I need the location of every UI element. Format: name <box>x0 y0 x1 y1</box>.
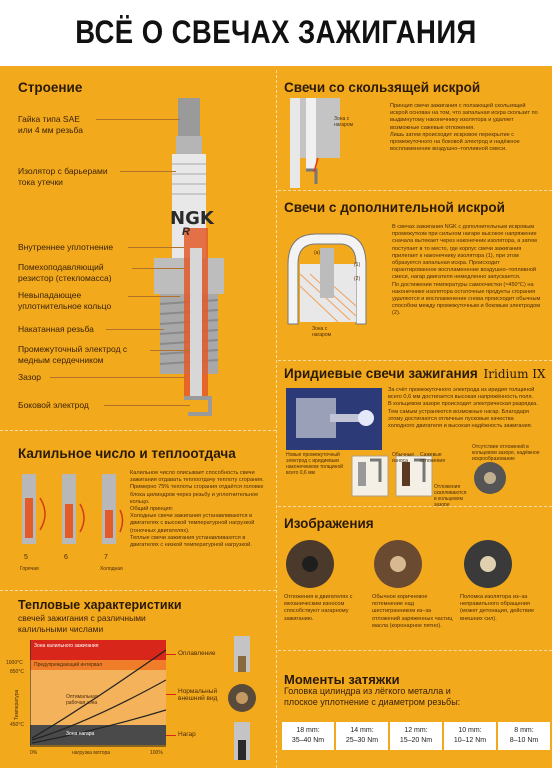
zone-carbon: Зона нагара <box>66 731 95 737</box>
sliding-title: Свечи со скользящей искрой <box>284 80 481 95</box>
side-label-melt: Оплавление <box>178 650 216 657</box>
torque-value: 15–20 Nm <box>399 737 433 744</box>
iridium-caption-mid1: Обычные износа <box>392 452 415 464</box>
y-tick-1000: 1000°C <box>6 660 23 666</box>
side-label-normal: Нормальный внешний вид <box>178 688 218 703</box>
leader-line <box>120 171 176 172</box>
iridium-title-text: Иридиевые свечи зажигания <box>284 366 478 381</box>
iridium-title-suffix: Iridium IX <box>483 367 546 381</box>
y-tick-450: 450°C <box>10 722 24 728</box>
torque-size: 14 mm: <box>350 727 374 734</box>
zone-glow: Зона калильного зажигания <box>34 643 99 649</box>
image-caption-1: Отложения в двигателях с механическим износом способствуют нагарному зажиганию. <box>284 594 353 622</box>
iridium-caption-right: Отсутствие отложений в кольцевом зазоре, надёжное искрообразование <box>472 444 540 462</box>
callout-1: (1) <box>354 262 361 268</box>
label-side-electrode: Боковой электрод <box>18 400 89 410</box>
heat-num-5: 5 <box>24 554 28 561</box>
x-axis-label: нагрузка мотора <box>72 750 111 756</box>
heat-num-6: 6 <box>64 554 68 561</box>
label-insulator: Изолятор с барьерами тока утечки <box>18 166 108 187</box>
image-caption-2: Обычное коричневое потемнение над шестигранником из–за отложений заряженных частиц масла (коронарное пятно). <box>372 594 453 629</box>
callout-2: (2) <box>354 276 361 282</box>
torque-size: 10 mm: <box>458 727 482 734</box>
heat-hot-label: Горячая <box>20 566 39 572</box>
heat-num-7: 7 <box>104 554 108 561</box>
leader-line <box>132 268 184 269</box>
extra-title: Свечи с дополнительной искрой <box>284 200 505 215</box>
heat-text: Калильное число описывает способность свечи зажигания отдавать теплоотдачу теплоту сгорания. Примерно 75% теплоты сгорания отдаётся головке блока цилиндров через резьбу и уплотнительное кольцо. Общий принцип: Холодные свечи зажигания устанавливаются в двигателях с высокой температурной нагрузкой (гоночных двигателях). Теплые свечи зажигания устанавливаются в двигателях с низкой температурной нагрузкой. <box>130 470 264 549</box>
label-thread: Накатанная резьба <box>18 324 94 334</box>
structure-title: Строение <box>18 80 83 95</box>
torque-size: 8 mm: <box>514 727 534 734</box>
spark-plug-tip-photos <box>222 636 262 762</box>
label-sae-nut: Гайка типа SAE или 4 мм резьба <box>18 114 83 135</box>
divider <box>276 70 277 768</box>
iridium-caption-left: Новые промежуточный электрод с иридиевым наконечником толщиной всего 0,6 мм <box>286 452 344 476</box>
torque-value: 8–10 Nm <box>509 737 539 744</box>
torque-value: 25–30 Nm <box>345 737 379 744</box>
thermal-chart <box>30 640 166 750</box>
divider <box>278 506 552 507</box>
heat-range-diagram <box>16 468 126 564</box>
leader-line <box>128 247 184 248</box>
iridium-title <box>284 366 546 381</box>
torque-cell-14 <box>336 722 388 750</box>
torque-cell-12 <box>390 722 442 750</box>
torque-value: 35–40 Nm <box>291 737 325 744</box>
iridium-plug-image <box>286 388 382 450</box>
sliding-callout: Зона с нагаром <box>334 116 354 128</box>
torque-cell-8 <box>498 722 550 750</box>
extra-zone: Зона с нагаром <box>312 326 332 338</box>
leader-line <box>166 654 176 655</box>
label-inner-seal: Внутреннее уплотнение <box>18 242 114 252</box>
torque-cell-10 <box>444 722 496 750</box>
divider <box>0 590 276 591</box>
leader-line <box>96 119 180 120</box>
label-resistor: Помехоподавляющий резистор (стекломасса) <box>18 262 112 283</box>
torque-value: 10–12 Nm <box>453 737 487 744</box>
heat-cold-label: Холодная <box>100 566 123 572</box>
label-center-electrode: Промежуточный электрод с медным сердечником <box>18 344 128 365</box>
leader-line <box>150 350 190 351</box>
leader-line <box>106 329 164 330</box>
x-tick-100: 100% <box>150 750 163 756</box>
torque-size: 12 mm: <box>404 727 428 734</box>
callout-a: (a) <box>314 250 321 256</box>
thermal-title: Тепловые характеристики <box>18 598 182 612</box>
leader-line <box>104 405 190 406</box>
y-tick-850: 850°C <box>10 669 24 675</box>
divider <box>278 650 552 651</box>
thermal-subtitle: свечей зажигания с различными калильными числами <box>18 613 146 634</box>
ngk-logo: NGK <box>170 208 214 229</box>
heat-title: Калильное число и теплоотдача <box>18 446 236 461</box>
page-title: ВСЁ О СВЕЧАХ ЗАЖИГАНИЯ <box>75 14 477 50</box>
images-title: Изображения <box>284 516 374 531</box>
extra-text: В свечах зажигания NGK с дополнительным искровым промежутком при сильном нагаре высокое напряжение сначала вытекает через наконечник изолятора, а затем поступает в то место, где корпус свечи зажигания прилегает к наконечнику изолятора (1), при этом образуется запальная искра. Происходит гарантированное воспламенение воздушно–топливной смеси, нагар двигателя немедленно запускается. По достижении температуры самоочистки (≈450°C) на наконечнике изолятора остаточные продукты сгорания удаляются и воспламенение снова происходит обычным способом между промежуточным и боковым электродом (2). <box>392 224 541 317</box>
divider <box>278 360 552 361</box>
zone-warning: Предупреждающий интервал <box>34 662 103 668</box>
leader-line <box>166 735 176 736</box>
leader-line <box>50 377 186 378</box>
side-label-carbon: Нагар <box>178 731 196 738</box>
iridium-caption-mid3: Отложения скапливаются в кольцевом зазоре <box>434 484 467 508</box>
spark-plug-cutaway <box>140 98 240 428</box>
torque-cell-18 <box>282 722 334 750</box>
plug-photos-row <box>284 538 546 592</box>
leader-line <box>166 694 176 695</box>
iridium-text: За счёт промежуточного электрода из иридия толщиной всего 0,6 мм достигается высокая напряжённость поля. В кольцевом зазоре происходит электрическая разрядка. Тем самым устраняются возможные нагар. Благодаря этому достигаются отличные пусковые качества холодного двигателя и высокая надёжность зажигания. <box>388 387 538 430</box>
label-ring: Невыпадающее уплотнительное кольцо <box>18 290 112 311</box>
x-tick-0: 0% <box>30 750 38 756</box>
torque-subtitle: Головка цилиндра из лёгкого металла и плоское уплотнение с диаметром резьбы: <box>284 686 461 707</box>
torque-size: 18 mm: <box>296 727 320 734</box>
header-banner <box>0 0 552 66</box>
sliding-text: Принцип свечи зажигания с ползающей скользящей искрой основан на том, что запальная искра скользит по выдвинутому наконечнику изолятора и удаляет возможные сажевые отложения. Лишь затем происходит искровое перекрытие с промежуточного на боковой электрод и надёжное воспламенение воздушно–топливной смеси. <box>390 103 538 153</box>
divider <box>278 190 552 191</box>
sliding-spark-diagram <box>288 98 358 190</box>
label-gap: Зазор <box>18 372 42 382</box>
torque-title: Моменты затяжки <box>284 672 400 687</box>
y-axis-label: Температура <box>14 689 20 720</box>
leader-line <box>128 296 180 297</box>
iridium-caption-mid2: Сажевые отложения <box>420 452 445 464</box>
ngk-logo-r: R <box>182 226 190 238</box>
zone-optimal: Оптимальная рабочая зона <box>66 694 98 706</box>
divider <box>0 430 276 431</box>
image-caption-3: Поломка изолятора из–за неправильного обращения (может детонация, действие внешних сил). <box>460 594 535 622</box>
